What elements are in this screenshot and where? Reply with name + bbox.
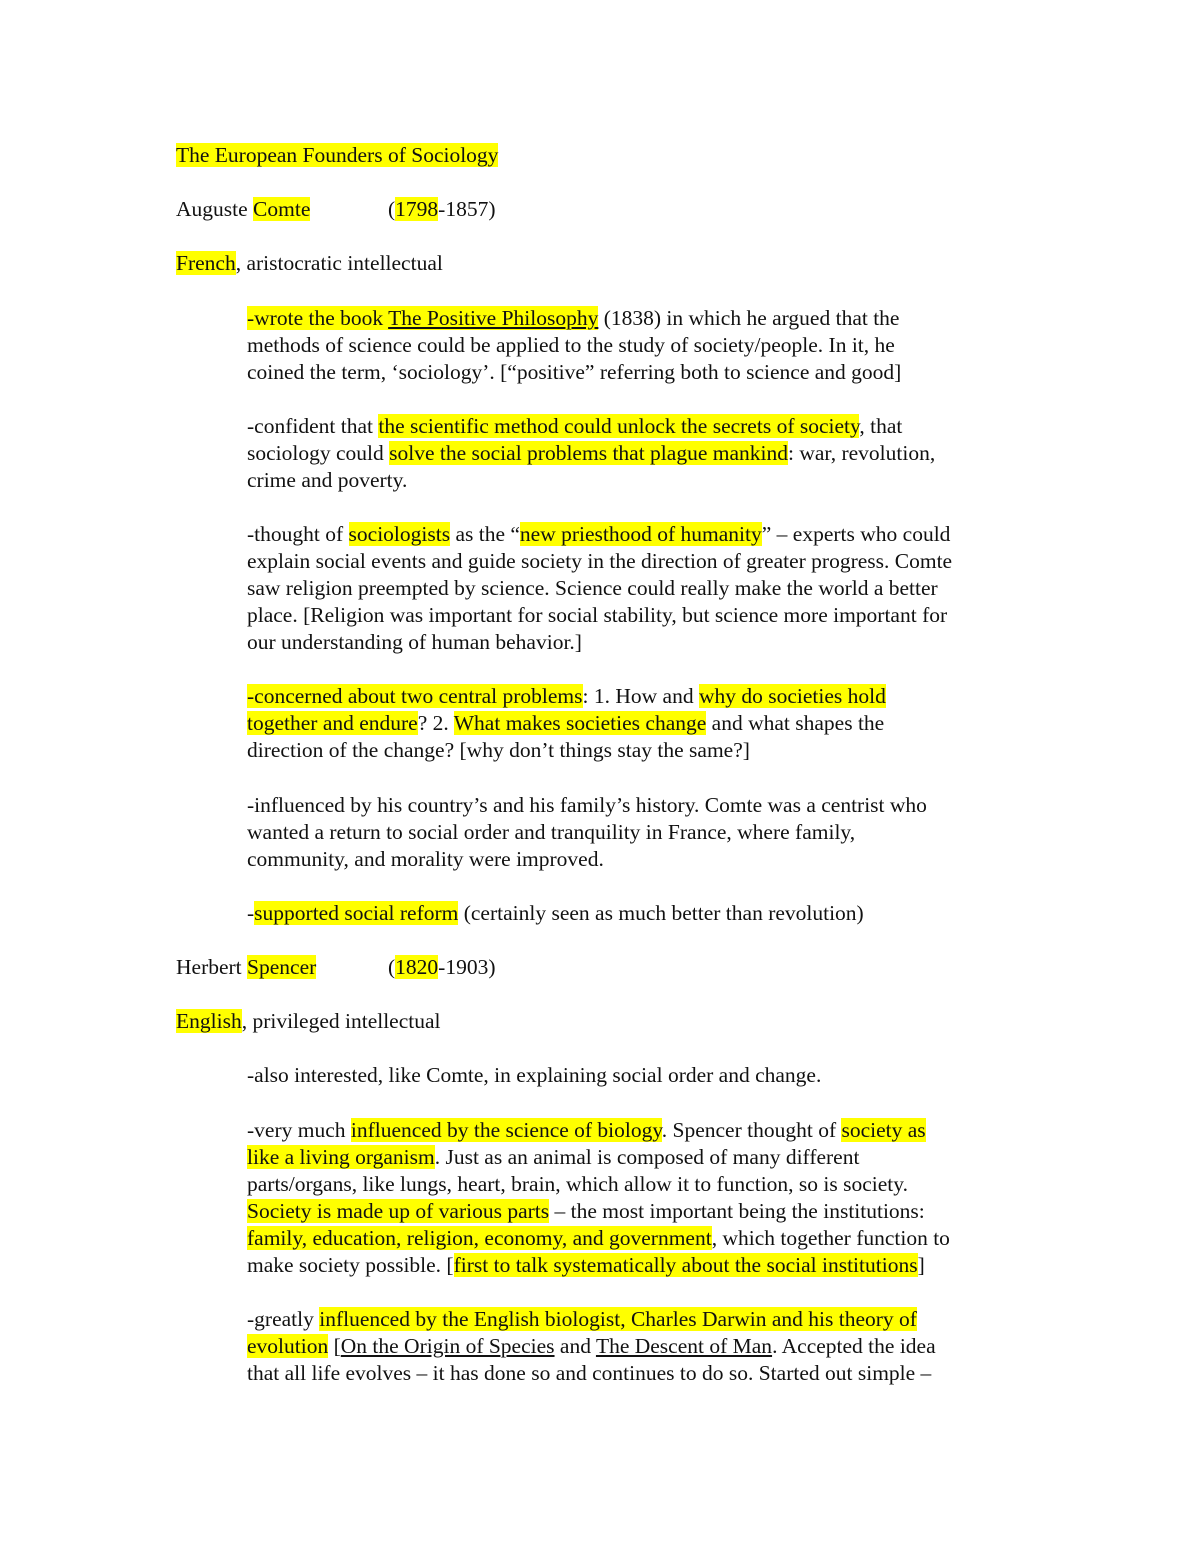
- comte-p4-text: ? 2.: [417, 711, 454, 735]
- comte-p1-rest: (1838) in which he argued that the: [598, 306, 900, 330]
- comte-p3-highlight: new priesthood of humanity: [519, 522, 762, 546]
- spencer-birth-year: 1820: [395, 955, 439, 979]
- spencer-p2-highlight: like a living organism: [247, 1145, 435, 1169]
- comte-p6-text: (certainly seen as much better than revolution): [458, 901, 864, 925]
- spencer-p2-highlight: family, education, religion, economy, and government: [247, 1226, 712, 1250]
- comte-p4-highlight: -concerned about two central problems: [247, 684, 583, 708]
- comte-p2-highlight: the scientific method could unlock the secrets of society: [378, 414, 860, 438]
- comte-p2-text: sociology could: [247, 441, 390, 465]
- comte-p2-line2: [247, 440, 935, 467]
- comte-p3-text: -thought of: [247, 522, 349, 546]
- spencer-p3-line3: that all life evolves – it has done so and continues to do so. Started out simple –: [247, 1361, 932, 1385]
- comte-heading: [176, 196, 310, 223]
- spencer-p3-text: . Accepted the idea: [772, 1334, 936, 1358]
- spencer-p2-text: . Just as an animal is composed of many different: [434, 1145, 860, 1169]
- comte-nationality: [176, 250, 443, 277]
- comte-p4-text: and what shapes the: [706, 711, 885, 735]
- comte-p6-text: -: [247, 901, 255, 925]
- comte-p4-highlight: What makes societies change: [453, 711, 707, 735]
- spencer-p2-text: -very much: [247, 1118, 351, 1142]
- spencer-p3-highlight: evolution: [247, 1334, 329, 1358]
- comte-p5-line3: community, and morality were improved.: [247, 847, 604, 871]
- comte-p6-line1: [247, 900, 864, 927]
- comte-p2-text: -confident that: [247, 414, 379, 438]
- title-highlight: The European Founders of Sociology: [176, 143, 499, 167]
- spencer-p2-highlight: Society is made up of various parts: [247, 1199, 550, 1223]
- spencer-p3-line1: [247, 1306, 917, 1333]
- comte-p2-text: : war, revolution,: [787, 441, 936, 465]
- comte-p4-highlight: together and endure: [247, 711, 418, 735]
- spencer-p2-text: make society possible. [: [247, 1253, 454, 1277]
- comte-p1-highlight: -wrote the book: [247, 306, 389, 330]
- spencer-p2-text: – the most important being the institutions:: [549, 1199, 925, 1223]
- spencer-p3-text: [: [328, 1334, 341, 1358]
- spencer-death-year: -1903): [438, 955, 496, 979]
- spencer-p2-text: ]: [917, 1253, 925, 1277]
- comte-p3-line4: place. [Religion was important for social stability, but science more important for: [247, 603, 948, 627]
- comte-p5-line2: wanted a return to social order and tranquility in France, where family,: [247, 820, 856, 844]
- spencer-p3-highlight: influenced by the English biologist, Charles Darwin and his theory of: [319, 1307, 917, 1331]
- comte-p4-line1: [247, 683, 886, 710]
- comte-p2-text: , that: [859, 414, 903, 438]
- comte-p4-highlight: why do societies hold: [698, 684, 886, 708]
- comte-nation: French: [176, 251, 236, 275]
- spencer-p2-line1: [247, 1117, 926, 1144]
- spencer-p2-text: , which together function to: [711, 1226, 950, 1250]
- comte-p2-line3: crime and poverty.: [247, 468, 408, 492]
- spencer-p2-line5: [247, 1225, 950, 1252]
- comte-p3-text: as the “: [450, 522, 520, 546]
- spencer-p2-line4: [247, 1198, 925, 1225]
- spencer-p2-highlight: influenced by the science of biology: [350, 1118, 662, 1142]
- document-title: [176, 142, 498, 169]
- comte-dates-open: (: [388, 197, 396, 221]
- comte-p3-line1: [247, 521, 950, 548]
- spencer-heading: [176, 954, 316, 981]
- spencer-dates: [388, 954, 496, 981]
- spencer-p3-text: -greatly: [247, 1307, 320, 1331]
- spencer-p3-text: and: [554, 1334, 596, 1358]
- comte-dates: [388, 196, 496, 223]
- comte-p2-highlight: solve the social problems that plague mankind: [389, 441, 788, 465]
- spencer-p2-highlight: first to talk systematically about the social institutions: [453, 1253, 918, 1277]
- comte-p3-highlight: sociologists: [348, 522, 451, 546]
- spencer-p2-highlight: society as: [841, 1118, 926, 1142]
- spencer-last-name: Spencer: [247, 955, 317, 979]
- comte-death-year: -1857): [438, 197, 496, 221]
- book-title-descent-of-man: The Descent of Man: [595, 1334, 773, 1358]
- comte-p4-text: : 1. How and: [582, 684, 699, 708]
- comte-nation-rest: , aristocratic intellectual: [235, 251, 443, 275]
- spencer-nation: English: [176, 1009, 242, 1033]
- comte-p1-line2: methods of science could be applied to the study of society/people. In it, he: [247, 333, 895, 357]
- comte-p3-line5: our understanding of human behavior.]: [247, 630, 582, 654]
- spencer-first-name: Herbert: [176, 955, 248, 979]
- book-title-positive-philosophy: The Positive Philosophy: [388, 306, 599, 330]
- comte-p3-line3: saw religion preempted by science. Science could really make the world a better: [247, 576, 938, 600]
- spencer-dates-open: (: [388, 955, 396, 979]
- spencer-p2-line6: [247, 1252, 925, 1279]
- comte-last-name: Comte: [253, 197, 311, 221]
- spencer-p2-text: . Spencer thought of: [661, 1118, 842, 1142]
- book-title-origin-of-species: On the Origin of Species: [340, 1334, 555, 1358]
- spencer-p1-line1: -also interested, like Comte, in explaining social order and change.: [247, 1063, 822, 1087]
- spencer-p2-line2: [247, 1144, 859, 1171]
- comte-p2-line1: [247, 413, 902, 440]
- comte-p5-line1: -influenced by his country’s and his family’s history. Comte was a centrist who: [247, 793, 927, 817]
- spencer-nationality: [176, 1008, 441, 1035]
- comte-p4-line2: [247, 710, 884, 737]
- comte-p6-highlight: supported social reform: [254, 901, 459, 925]
- spencer-p3-line2: [247, 1333, 936, 1360]
- comte-p1-line3: coined the term, ‘sociology’. [“positive” referring both to science and good]: [247, 360, 902, 384]
- comte-p3-text: ” – experts who could: [761, 522, 951, 546]
- comte-first-name: Auguste: [176, 197, 254, 221]
- comte-p3-line2: explain social events and guide society in the direction of greater progress. Comte: [247, 549, 953, 573]
- comte-birth-year: 1798: [395, 197, 439, 221]
- spencer-nation-rest: , privileged intellectual: [241, 1009, 441, 1033]
- spencer-p2-line3: parts/organs, like lungs, heart, brain, which allow it to function, so is society.: [247, 1172, 909, 1196]
- comte-p1-line1: [247, 305, 899, 332]
- comte-p4-line3: direction of the change? [why don’t things stay the same?]: [247, 738, 750, 762]
